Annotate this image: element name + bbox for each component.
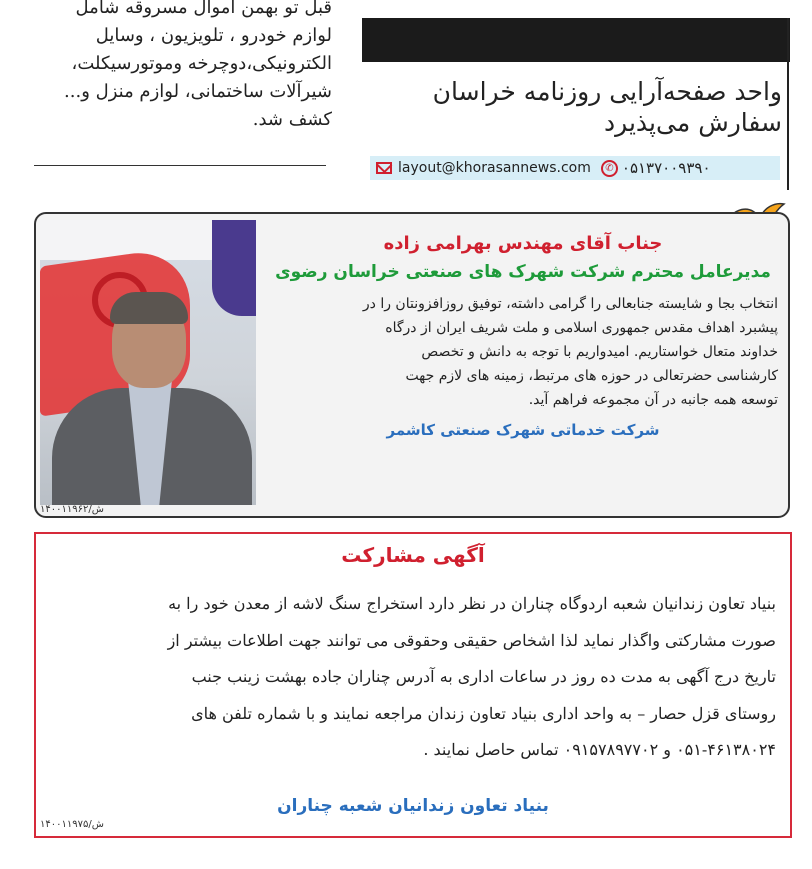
text-line: انتخاب بجا و شایسته جنابعالی را گرامی داشته، توفیق روزافزونتان را در bbox=[362, 296, 778, 312]
text-line: صورت مشارکتی واگذار نماید لذا اشخاص حقیقی وحقوقی می توانند جهت اطلاعات بیشتر از bbox=[167, 630, 776, 650]
text-line: کارشناسی حضرتعالی در حوزه های مرتبط، زمینه های لازم جهت bbox=[405, 368, 778, 384]
layout-ad-headline-line: سفارش می‌پذیرد bbox=[604, 108, 782, 137]
text-line: بنیاد تعاون زندانیان شعبه اردوگاه چناران در نظر دارد استخراج سنگ لاشه از معدن خود را به bbox=[168, 594, 776, 613]
contact-strip bbox=[370, 156, 780, 180]
layout-service-ad bbox=[362, 18, 790, 190]
partnership-ad bbox=[34, 532, 792, 838]
text-line: تاریخ درج آگهی به مدت ده روز در ساعات اداری به آدرس چناران جاده بهشت زینب جنب bbox=[191, 667, 776, 686]
text-line: ۰۵۱-۴۶۱۳۸۰۲۴ و ۰۹۱۵۷۸۹۷۷۰۲ تماس حاصل نمایند . bbox=[423, 740, 776, 759]
partnership-text bbox=[46, 586, 776, 769]
text-line: توسعه همه جانبه در آن مجموعه فراهم آید. bbox=[528, 392, 778, 408]
ad-code: ۱۴۰۰۱۱۹۶۲/ش bbox=[40, 504, 104, 515]
layout-ad-headline bbox=[372, 76, 782, 138]
congratulation-body bbox=[268, 230, 778, 442]
phone-icon: ✆ bbox=[601, 160, 618, 177]
layout-ad-headline-line: واحد صفحه‌آرایی روزنامه خراسان bbox=[432, 77, 782, 106]
news-line: لوازم خودرو ، تلویزیون ، وسایل bbox=[95, 25, 332, 46]
congratulation-signature: شرکت خدماتی شهرک صنعتی کاشمر bbox=[386, 421, 660, 439]
news-line: کشف شد. bbox=[252, 109, 332, 130]
congratulation-text bbox=[268, 292, 778, 412]
text-line: پیشبرد اهداف مقدس جمهوری اسلامی و ملت شریف ایران از درگاه bbox=[385, 320, 778, 336]
portrait-photo bbox=[40, 220, 256, 505]
ad-right-rule bbox=[787, 18, 789, 190]
congratulation-ad bbox=[34, 212, 790, 518]
ad-black-band bbox=[362, 18, 790, 62]
column-divider bbox=[34, 165, 326, 166]
news-line: الکترونیکی،دوچرخه وموتورسیکلت، bbox=[71, 53, 332, 74]
news-line: شیرآلات ساختمانی، لوازم منزل و... bbox=[64, 81, 332, 102]
mail-icon bbox=[376, 162, 392, 174]
congratulation-subtitle: مدیرعامل محترم شرکت شهرک های صنعتی خراسان رضوی bbox=[275, 262, 771, 282]
congratulation-title: جناب آقای مهندس بهرامی زاده bbox=[383, 233, 663, 254]
ad-code: ۱۴۰۰۱۱۹۷۵/ش bbox=[40, 819, 104, 830]
news-line: قبل تو بهمن اموال مسروقه شامل bbox=[75, 0, 332, 18]
contact-email[interactable]: layout@khorasannews.com bbox=[398, 160, 591, 176]
contact-phone[interactable]: ۰۵۱۳۷۰۰۹۳۹۰ bbox=[621, 159, 711, 177]
news-fragment bbox=[34, 0, 332, 134]
company-logo-icon bbox=[212, 220, 256, 316]
text-line: خداوند متعال خواستاریم. امیدواریم با توجه به دانش و تخصص bbox=[421, 344, 778, 360]
partnership-signature: بنیاد تعاون زندانیان شعبه چناران bbox=[277, 796, 549, 816]
text-line: روستای قزل حصار – به واحد اداری بنیاد تعاون زندان مراجعه نمایند و با شماره تلفن های bbox=[191, 703, 776, 723]
partnership-title: آگهی مشارکت bbox=[341, 543, 485, 567]
